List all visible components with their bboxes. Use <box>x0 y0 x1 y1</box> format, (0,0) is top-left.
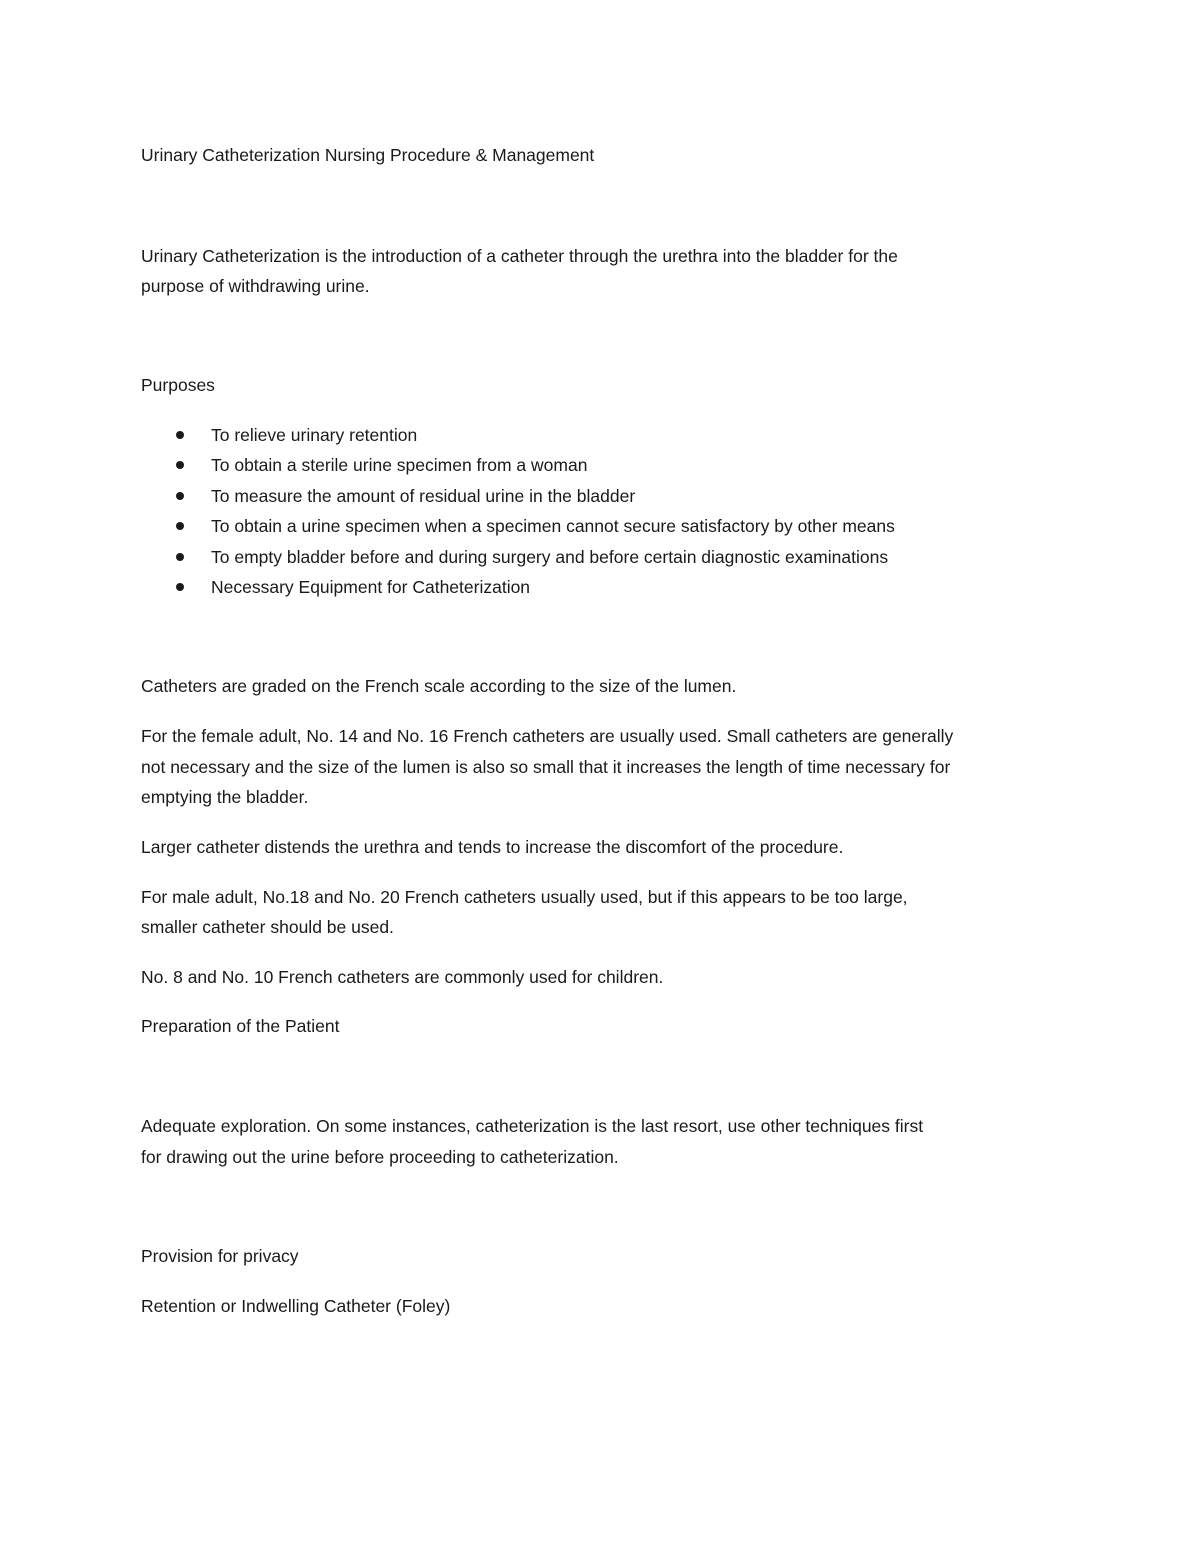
bullet-icon <box>176 583 184 591</box>
list-item-text: To relieve urinary retention <box>211 425 418 445</box>
list-item <box>141 481 895 511</box>
female-adult-line-3: emptying the bladder. <box>141 787 309 807</box>
larger-catheter-paragraph: Larger catheter distends the urethra and tends to increase the discomfort of the procedure. <box>141 837 844 857</box>
exploration-line-1: Adequate exploration. On some instances, catheterization is the last resort, use other techniques first <box>141 1116 924 1136</box>
intro-line-2: purpose of withdrawing urine. <box>141 276 370 296</box>
bullet-icon <box>176 431 184 439</box>
children-paragraph: No. 8 and No. 10 French catheters are commonly used for children. <box>141 967 664 987</box>
french-scale-paragraph: Catheters are graded on the French scale according to the size of the lumen. <box>141 676 737 696</box>
list-item-text: To empty bladder before and during surgery and before certain diagnostic examinations <box>211 546 889 567</box>
retention-heading: Retention or Indwelling Catheter (Foley) <box>141 1296 451 1316</box>
purposes-heading: Purposes <box>141 375 215 395</box>
intro-line-1: Urinary Catheterization is the introduction of a catheter through the urethra into the bladder for the <box>141 246 898 266</box>
list-item-text: To measure the amount of residual urine in the bladder <box>211 485 636 506</box>
bullet-icon <box>176 492 184 500</box>
preparation-heading: Preparation of the Patient <box>141 1016 340 1036</box>
male-adult-line-1: For male adult, No.18 and No. 20 French catheters usually used, but if this appears to be too large, <box>141 887 908 907</box>
list-item-text: To obtain a sterile urine specimen from a woman <box>211 455 588 476</box>
list-item-text: Necessary Equipment for Catheterization <box>211 576 531 597</box>
purposes-list <box>141 420 895 602</box>
list-item <box>141 420 895 450</box>
exploration-line-2: for drawing out the urine before proceeding to catheterization. <box>141 1147 619 1167</box>
bullet-icon <box>176 553 184 561</box>
list-item-text: To obtain a urine specimen when a specimen cannot secure satisfactory by other means <box>211 516 895 537</box>
list-item <box>141 511 895 541</box>
document-title: Urinary Catheterization Nursing Procedure & Management <box>141 145 595 165</box>
female-adult-line-1: For the female adult, No. 14 and No. 16 French catheters are usually used. Small catheters are generally <box>141 726 954 746</box>
list-item <box>141 572 895 602</box>
list-item <box>141 542 895 572</box>
male-adult-line-2: smaller catheter should be used. <box>141 917 394 937</box>
bullet-icon <box>176 522 184 530</box>
female-adult-line-2: not necessary and the size of the lumen is also so small that it increases the length of time necessary for <box>141 757 951 777</box>
privacy-paragraph: Provision for privacy <box>141 1246 299 1266</box>
list-item <box>141 450 895 480</box>
bullet-icon <box>176 461 184 469</box>
